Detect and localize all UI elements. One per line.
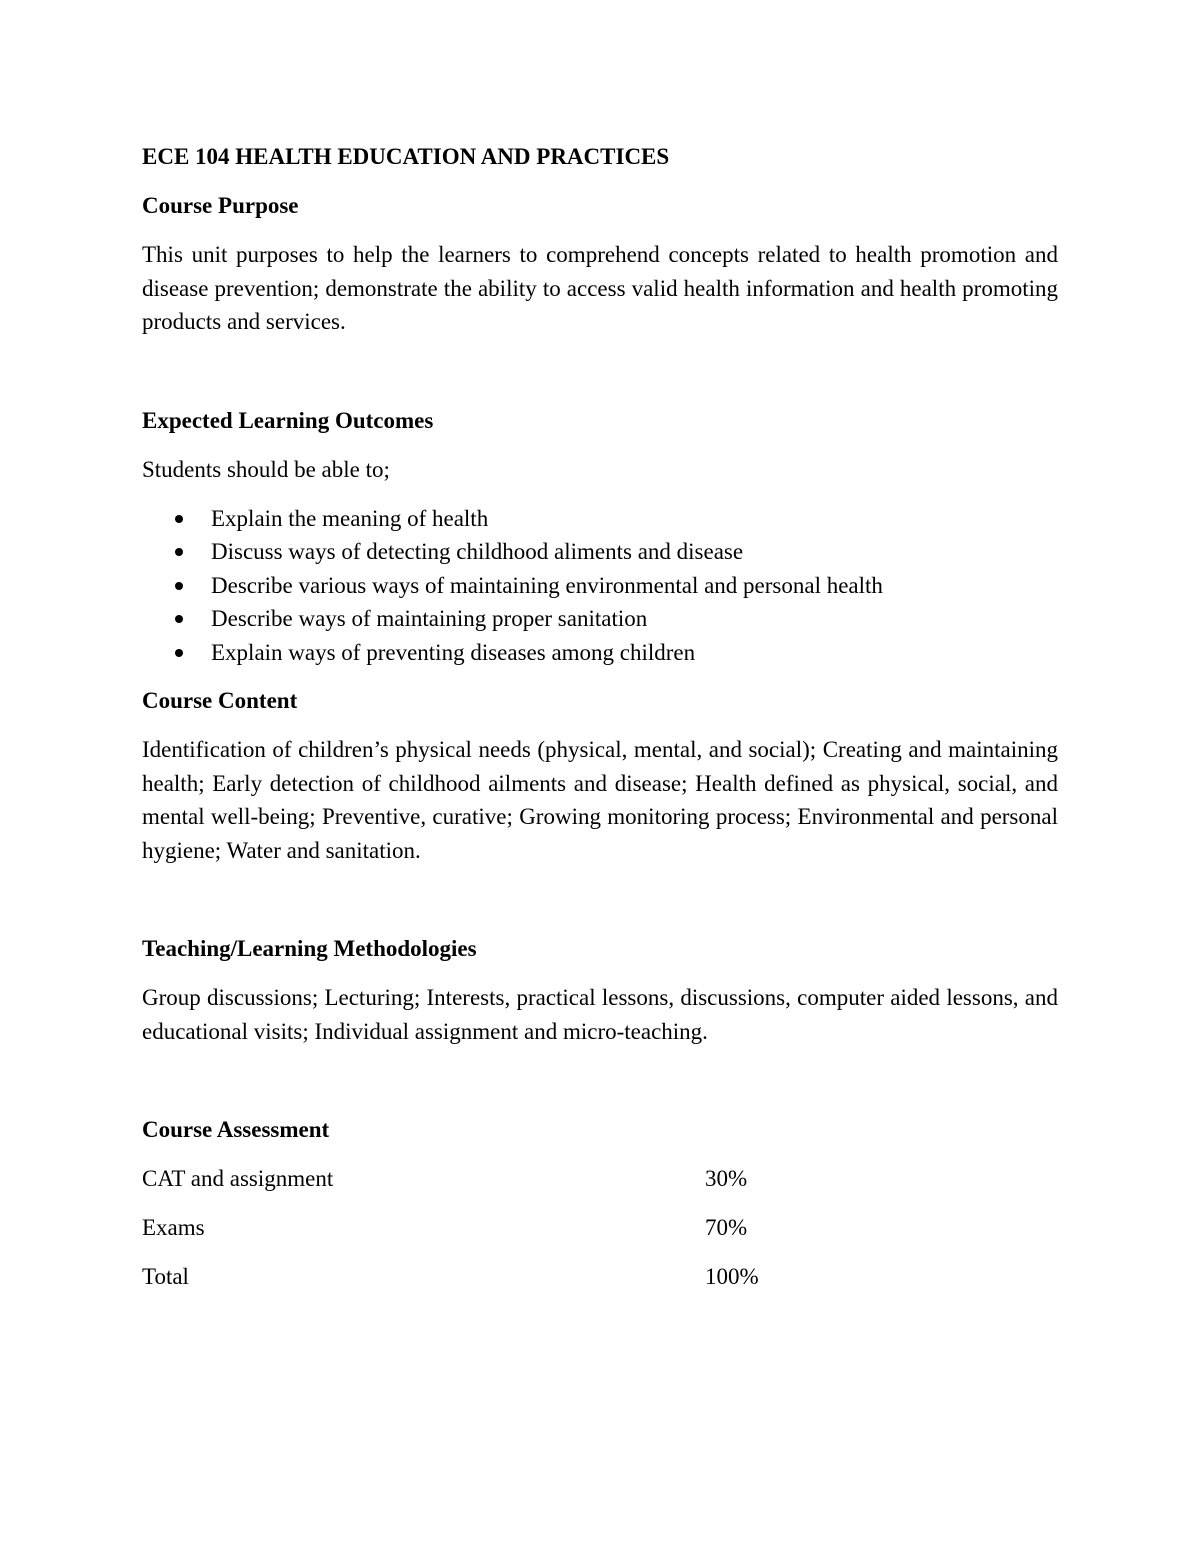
course-content-text: Identification of children’s physical needs (physical, mental, and social); Creating and maintaining health; Early detection of childhood ailments and disease; Health defined as physical, social, and mental well-being; Preventive, curative; Growing monitoring process; Environmental and personal hygiene; Water and sanitation. xyxy=(142,737,1058,863)
bullet-icon xyxy=(175,615,183,623)
list-item-text: Explain ways of preventing diseases among children xyxy=(211,639,696,665)
assessment-weight: 30% xyxy=(705,1166,748,1191)
list-item xyxy=(142,636,1058,670)
bullet-icon xyxy=(175,582,183,590)
assessment-item: Exams xyxy=(142,1215,205,1240)
assessment-row xyxy=(142,1211,1058,1245)
assessment-item: CAT and assignment xyxy=(142,1166,334,1191)
learning-outcomes-heading: Expected Learning Outcomes xyxy=(142,407,434,433)
assessment-item: Total xyxy=(142,1264,189,1289)
methodologies-text: Group discussions; Lecturing; Interests, practical lessons, discussions, computer aided lessons, and educational visits; Individual assignment and micro-teaching. xyxy=(142,985,1058,1044)
methodologies-heading: Teaching/Learning Methodologies xyxy=(142,936,477,961)
assessment-weight: 70% xyxy=(705,1215,748,1240)
document-title: ECE 104 HEALTH EDUCATION AND PRACTICES xyxy=(142,144,670,169)
assessment-row xyxy=(142,1162,1058,1196)
document-page xyxy=(142,140,1058,1309)
list-item-text: Describe various ways of maintaining environmental and personal health xyxy=(211,572,883,598)
learning-outcomes-intro: Students should be able to; xyxy=(142,456,390,482)
course-assessment-heading: Course Assessment xyxy=(142,1117,330,1142)
list-item-text: Discuss ways of detecting childhood aliments and disease xyxy=(211,539,744,564)
assessment-row xyxy=(142,1260,1058,1294)
list-item xyxy=(142,602,1058,636)
list-item xyxy=(142,535,1058,569)
bullet-icon xyxy=(175,548,183,556)
list-item xyxy=(142,502,1058,536)
list-item xyxy=(142,569,1058,603)
bullet-icon xyxy=(175,515,183,523)
list-item-text: Describe ways of maintaining proper sanitation xyxy=(211,606,648,631)
course-purpose-heading: Course Purpose xyxy=(142,193,299,218)
list-item-text: Explain the meaning of health xyxy=(211,505,489,531)
assessment-weight: 100% xyxy=(705,1264,759,1289)
course-content-heading: Course Content xyxy=(142,688,298,713)
bullet-icon xyxy=(175,649,183,657)
course-purpose-text: This unit purposes to help the learners to comprehend concepts related to health promotion and disease prevention; demonstrate the ability to access valid health information and health promoting products and services. xyxy=(142,242,1058,334)
learning-outcomes-list xyxy=(142,502,1058,670)
